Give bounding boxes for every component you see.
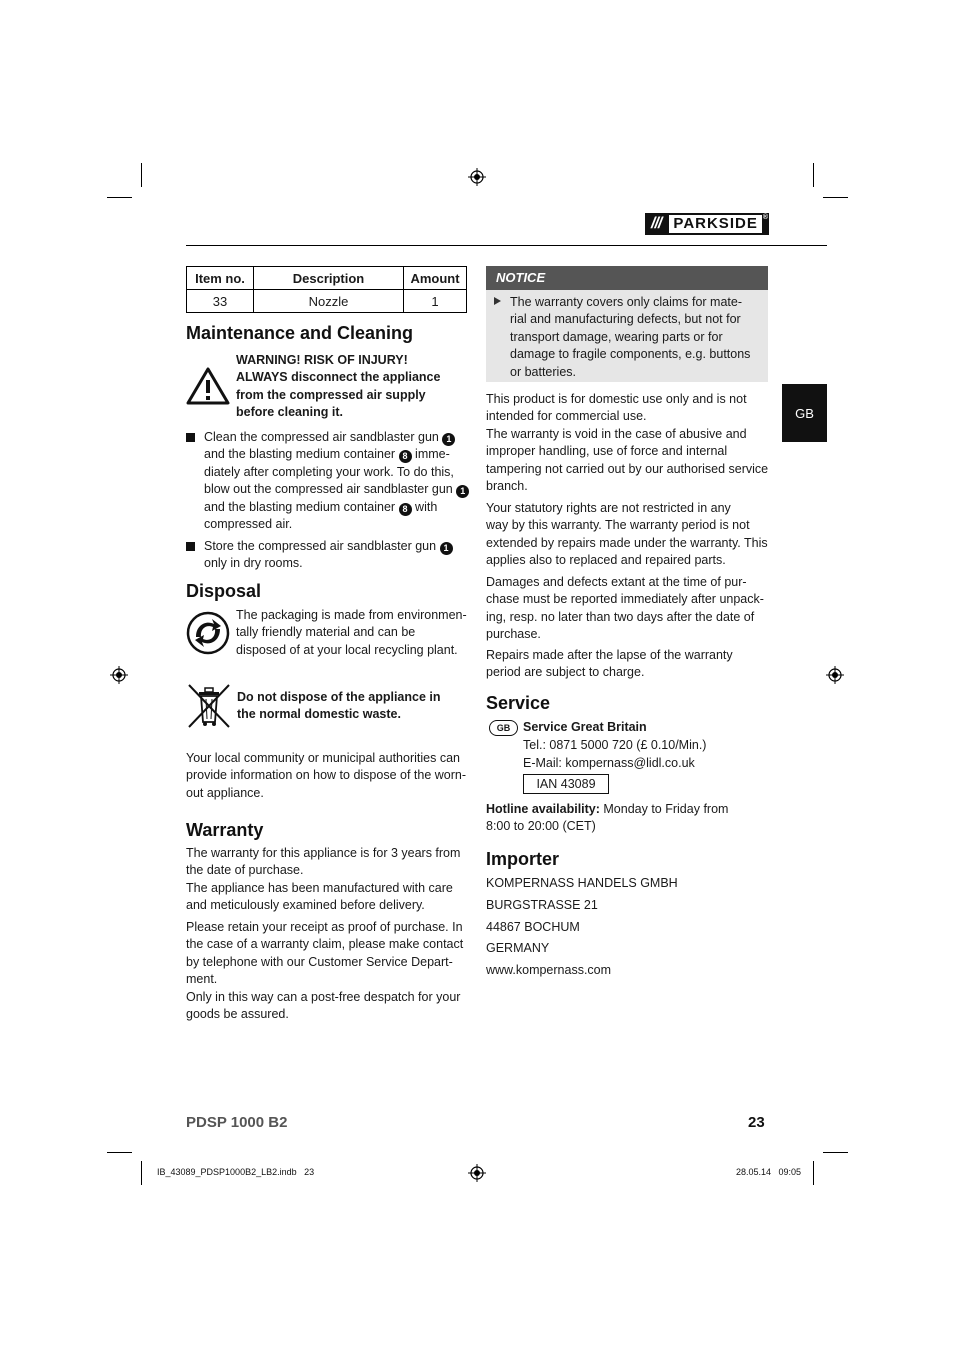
page-number: 23	[748, 1114, 765, 1131]
text-line: or batteries.	[510, 364, 577, 379]
warning-triangle-icon	[186, 366, 230, 406]
text-line: the date of purchase.	[186, 863, 304, 878]
text-segment: with	[411, 499, 438, 514]
notice-text	[510, 294, 750, 381]
repairs-paragraph	[486, 647, 733, 682]
crop-mark	[141, 163, 142, 187]
text-line: and meticulously examined before delivery.	[186, 898, 425, 913]
crossed-bin-icon	[186, 682, 232, 730]
crop-mark	[813, 1161, 814, 1185]
registration-mark-icon	[468, 168, 486, 186]
text-line: improper handling, use of force and internal	[486, 444, 728, 459]
text-line: The warranty covers only claims for mate-	[510, 295, 743, 309]
warranty-conditions	[486, 391, 768, 495]
hotline-info	[486, 801, 728, 836]
language-tab: GB	[782, 384, 827, 442]
text-line: Only in this way can a post-free despatch for your	[186, 989, 461, 1004]
text-segment: Store the compressed air sandblaster gun	[204, 539, 440, 553]
community-info	[186, 750, 466, 802]
text-line	[486, 801, 728, 818]
text-line: rial and manufacturing defects, but not for	[510, 312, 741, 327]
hotline-label: Hotline availability:	[486, 802, 600, 816]
part-number-badge: 1	[440, 542, 453, 555]
service-email: E-Mail: kompernass@lidl.co.uk	[523, 756, 695, 770]
storage-instruction	[204, 538, 453, 573]
text-line: branch.	[486, 479, 528, 494]
table-row	[187, 290, 467, 313]
text-line: intended for commercial use.	[486, 409, 647, 424]
packaging-text	[236, 607, 467, 659]
text-line: ment.	[186, 972, 218, 987]
table-header-cell: Amount	[404, 267, 467, 290]
importer-heading: Importer	[486, 849, 560, 869]
text-segment: and the blasting medium container	[204, 447, 399, 462]
text-line: The warranty is void in the case of abusive and	[486, 426, 747, 441]
warranty-paragraph	[186, 845, 460, 915]
text-line: applies also to replaced and repaired parts.	[486, 553, 726, 568]
warning-line: from the compressed air supply	[236, 387, 426, 402]
text-line: provide information on how to dispose of the worn-	[186, 768, 467, 783]
text-segment: and the blasting medium container	[204, 499, 399, 514]
registration-mark-icon	[468, 1164, 486, 1182]
arrow-bullet-icon	[494, 297, 501, 305]
registration-mark-icon	[110, 666, 128, 684]
text-line: the case of a warranty claim, please make contact	[186, 937, 464, 952]
header-rule	[186, 245, 827, 246]
text-segment: Monday to Friday from	[599, 802, 729, 816]
text-line: Damages and defects extant at the time of pur-	[486, 575, 747, 589]
text-segment: Clean the compressed air sandblaster gun	[204, 430, 443, 444]
warranty-paragraph	[186, 919, 463, 1023]
crop-mark	[823, 1152, 848, 1153]
maintenance-heading: Maintenance and Cleaning	[186, 323, 414, 343]
ian-box: IAN 43089	[523, 774, 609, 794]
importer-line: 44867 BOCHUM	[486, 920, 580, 934]
text-line: transport damage, wearing parts or for	[510, 329, 723, 344]
parkside-logo	[645, 213, 769, 235]
text-line	[204, 481, 469, 498]
text-line: The warranty for this appliance is for 3 years from	[186, 846, 461, 860]
text-line: chase must be reported immediately after unpack-	[486, 592, 764, 607]
text-line: Do not dispose of the appliance in	[237, 690, 441, 704]
importer-line: KOMPERNASS HANDELS GMBH	[486, 876, 678, 890]
crop-mark	[823, 197, 848, 198]
part-number-badge: 1	[456, 485, 469, 498]
crop-mark	[813, 163, 814, 187]
damages-paragraph	[486, 574, 764, 644]
text-line: The appliance has been manufactured with care	[186, 880, 453, 895]
registration-mark-icon	[826, 666, 844, 684]
table-header-cell: Item no.	[187, 267, 254, 290]
text-line: Please retain your receipt as proof of purchase. In	[186, 920, 463, 934]
text-line	[204, 499, 469, 516]
country-badge: GB	[489, 720, 518, 736]
print-datetime: 28.05.14 09:05	[736, 1167, 802, 1177]
text-line: Repairs made after the lapse of the warranty	[486, 648, 733, 662]
table-cell: 33	[187, 290, 254, 313]
text-line	[204, 429, 469, 446]
table-header-cell: Description	[254, 267, 404, 290]
text-line: extended by repairs made under the warranty. This	[486, 535, 768, 550]
text-line: only in dry rooms.	[204, 556, 303, 571]
disposal-heading: Disposal	[186, 581, 262, 601]
table-header-row	[187, 267, 467, 290]
text-line: tally friendly material and can be	[236, 625, 416, 640]
logo-registered-mark: ®	[762, 214, 769, 221]
text-line: the normal domestic waste.	[237, 707, 401, 722]
text-line: goods be assured.	[186, 1007, 289, 1022]
text-line	[204, 538, 453, 555]
text-line: The packaging is made from environmen-	[236, 608, 467, 622]
importer-website: www.kompernass.com	[486, 963, 612, 977]
text-line: Your statutory rights are not restricted in any	[486, 501, 731, 515]
text-line	[204, 446, 469, 463]
service-tel: Tel.: 0871 5000 720 (£ 0.10/Min.)	[523, 738, 707, 752]
text-segment: imme-	[411, 447, 450, 462]
text-line: out appliance.	[186, 785, 264, 800]
service-name: Service Great Britain	[523, 720, 647, 734]
warning-line: WARNING! RISK OF INJURY!	[236, 353, 408, 367]
logo-text: PARKSIDE	[669, 215, 761, 233]
part-number-badge: 1	[442, 433, 455, 446]
importer-line: GERMANY	[486, 941, 550, 955]
part-number-badge: 8	[399, 450, 412, 463]
parts-table	[186, 266, 467, 313]
text-line: ing, resp. no later than two days after the date of	[486, 609, 755, 624]
crop-mark	[141, 1161, 142, 1185]
text-line: damage to fragile components, e.g. buttons	[510, 347, 751, 362]
cleaning-instruction	[204, 429, 469, 533]
text-line: 8:00 to 20:00 (CET)	[486, 819, 596, 834]
text-line: by telephone with our Customer Service Depart-	[186, 954, 453, 969]
text-line: purchase.	[486, 627, 541, 642]
crop-mark	[107, 197, 132, 198]
text-line: way by this warranty. The warranty period is not	[486, 518, 750, 533]
text-line: diately after completing your work. To do this,	[204, 464, 454, 479]
notice-header: NOTICE	[486, 266, 768, 290]
text-line: This product is for domestic use only and is not	[486, 392, 747, 406]
warning-line: before cleaning it.	[236, 405, 343, 420]
bullet-square-icon	[186, 433, 195, 442]
warranty-heading: Warranty	[186, 820, 264, 840]
logo-slashes: ///	[651, 215, 662, 232]
crop-mark	[107, 1152, 132, 1153]
domestic-waste-warning	[237, 689, 441, 724]
text-line: Your local community or municipal authorities can	[186, 751, 460, 765]
service-heading: Service	[486, 693, 551, 713]
model-number: PDSP 1000 B2	[186, 1114, 288, 1131]
text-line: compressed air.	[204, 517, 293, 532]
text-line: disposed of at your local recycling plant.	[236, 642, 458, 657]
table-cell: Nozzle	[254, 290, 404, 313]
part-number-badge: 8	[399, 503, 412, 516]
print-file-info: IB_43089_PDSP1000B2_LB2.indb 23	[157, 1167, 315, 1177]
bullet-square-icon	[186, 542, 195, 551]
text-line: period are subject to charge.	[486, 665, 645, 680]
importer-line: BURGSTRASSE 21	[486, 898, 598, 912]
text-line: tampering not carried out by our authorised service	[486, 461, 769, 476]
text-segment: blow out the compressed air sandblaster gun	[204, 482, 457, 497]
table-cell: 1	[404, 290, 467, 313]
warning-line: ALWAYS disconnect the appliance	[236, 370, 441, 385]
statutory-rights	[486, 500, 768, 570]
recycling-green-dot-icon	[186, 611, 230, 655]
warning-text	[236, 352, 440, 422]
